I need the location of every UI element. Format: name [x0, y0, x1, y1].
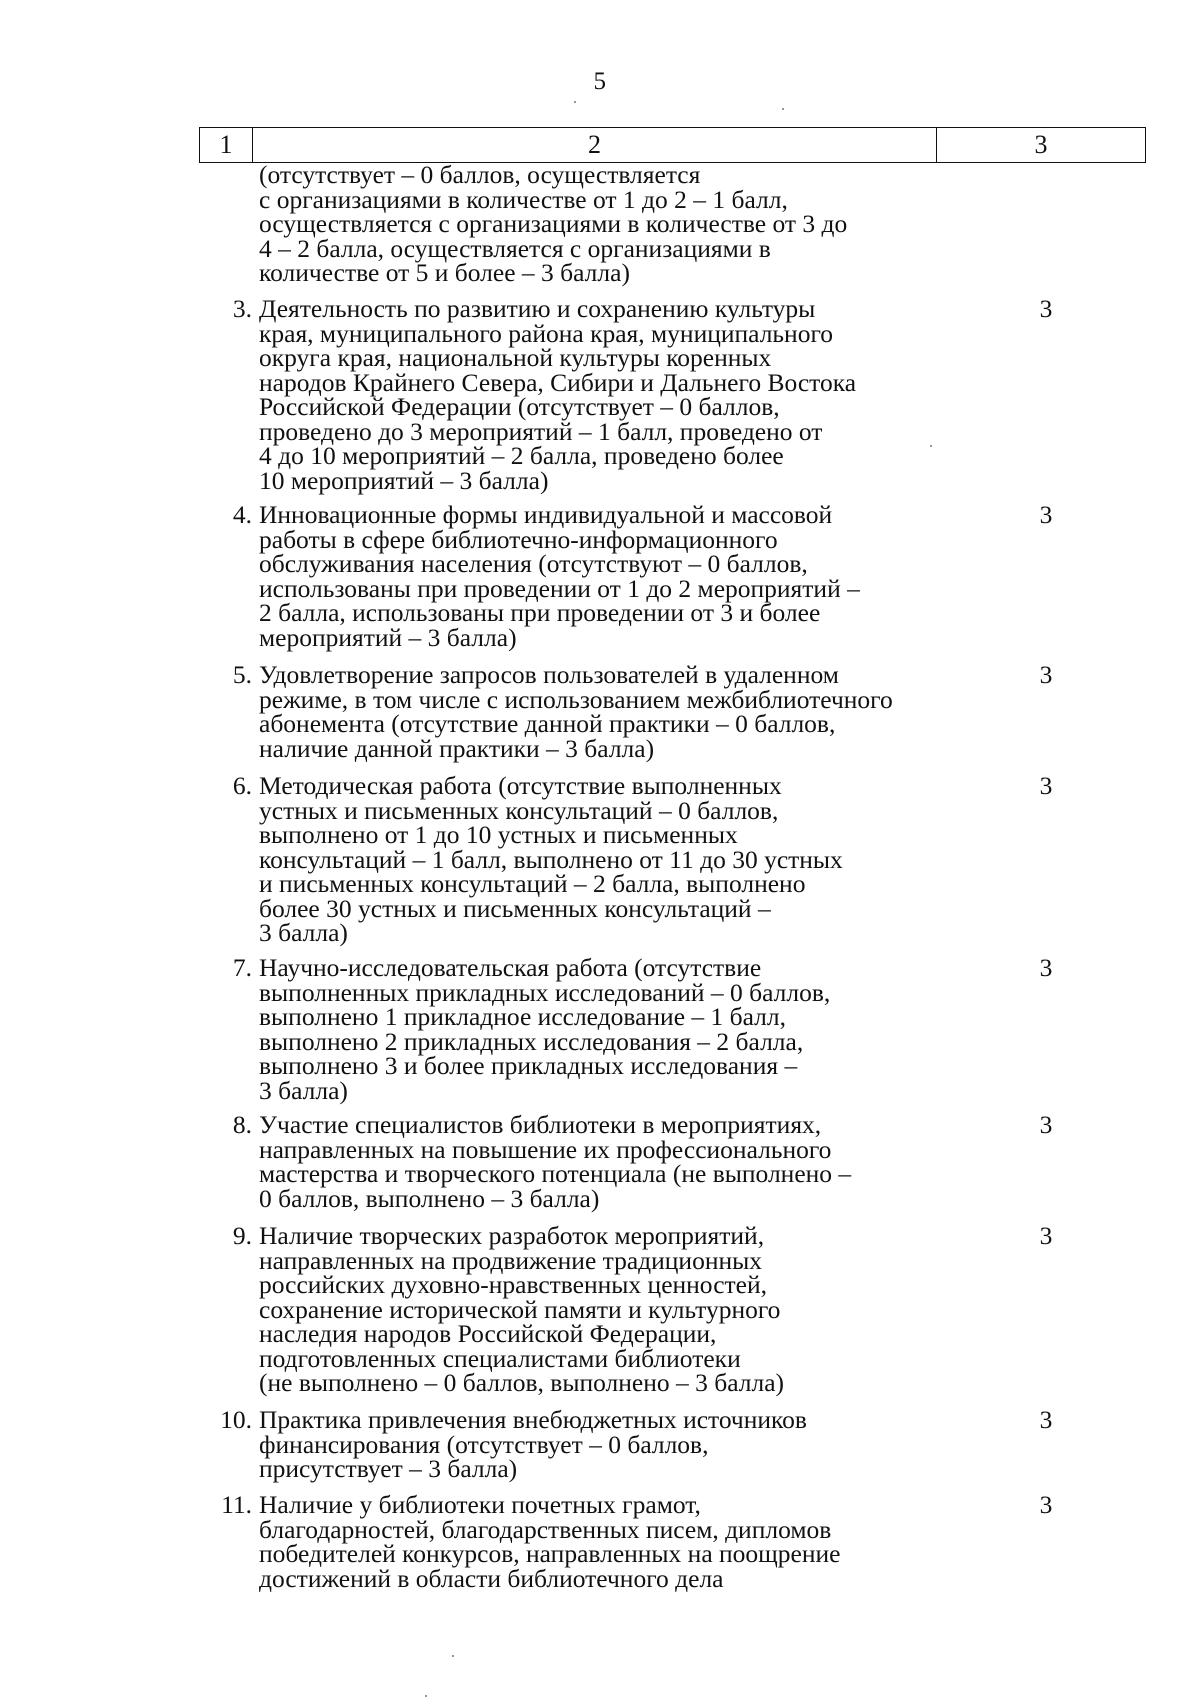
row-score: 3	[1039, 294, 1053, 323]
row-number: 7.	[232, 953, 252, 982]
scan-speck	[425, 1695, 427, 1697]
row-score: 3	[1039, 1110, 1053, 1139]
page-number: 5	[593, 68, 607, 95]
row-text: Деятельность по развитию и сохранению культуры края, муниципального района края, муниципального округа края, национальной культуры коренных народов Крайнего Севера, Сибири и Дальнего Востока Российской Федерации (отсутствует – 0 баллов, проведено до 3 мероприятий – 1 балл, проведено от 4 до 10 мероприятий – 2 балла, проведено более 10 мероприятий – 3 балла)	[259, 294, 857, 495]
row-score: 3	[1039, 500, 1053, 529]
header-cell-criterion: 2	[253, 128, 937, 162]
table-header	[199, 127, 1146, 163]
row-score: 3	[1039, 1221, 1053, 1250]
row-score: 3	[1039, 771, 1053, 800]
row-text: Методическая работа (отсутствие выполненных устных и письменных консультаций – 0 баллов, выполнено от 1 до 10 устных и письменных консультаций – 1 балл, выполнено от 11 до 30 устных и письменных консультаций – 2 балла, выполнено более 30 устных и письменных консультаций – 3 балла)	[259, 771, 843, 947]
row-text: (отсутствует – 0 баллов, осуществляется с организациями в количестве от 1 до 2 – 1 балл, осуществляется с организациями в количестве от 3 до 4 – 2 балла, осуществляется с организациями в количестве от 5 и более – 3 балла)	[259, 160, 848, 287]
row-text: Практика привлечения внебюджетных источников финансирования (отсутствует – 0 баллов, присутствует – 3 балла)	[259, 1405, 807, 1483]
row-text: Научно-исследовательская работа (отсутствие выполненных прикладных исследований – 0 баллов, выполнено 1 прикладное исследование – 1 балл, выполнено 2 прикладных исследования – 2 балла, выполнено 3 и более прикладных исследования – 3 балла)	[259, 953, 831, 1105]
scan-speck	[574, 101, 576, 103]
row-number: 3.	[232, 294, 252, 323]
scan-speck	[782, 108, 784, 110]
row-number: 6.	[232, 771, 252, 800]
row-text: Удовлетворение запросов пользователей в удаленном режиме, в том числе с использованием межбиблиотечного абонемента (отсутствие данной практики – 0 баллов, наличие данной практики – 3 балла)	[259, 660, 893, 763]
header-cell-number: 1	[200, 128, 253, 162]
row-number: 5.	[232, 660, 252, 689]
row-text: Участие специалистов библиотеки в мероприятиях, направленных на повышение их профессионального мастерства и творческого потенциала (не выполнено – 0 баллов, выполнено – 3 балла)	[259, 1110, 852, 1213]
scan-speck	[930, 445, 932, 447]
row-number: 10.	[220, 1405, 252, 1434]
scan-speck	[452, 1655, 454, 1657]
header-cell-score: 3	[1034, 130, 1048, 159]
row-score: 3	[1039, 1490, 1053, 1519]
row-number: 9.	[232, 1221, 252, 1250]
row-text: Наличие творческих разработок мероприятий, направленных на продвижение традиционных российских духовно-нравственных ценностей, сохранение исторической памяти и культурного наследия народов Российской Федерации, подготовленных специалистами библиотеки (не выполнено – 0 баллов, выполнено – 3 балла)	[259, 1221, 785, 1397]
row-text: Инновационные формы индивидуальной и массовой работы в сфере библиотечно-информационного обслуживания населения (отсутствуют – 0 баллов, использованы при проведении от 1 до 2 мероприятий – 2 балла, использованы при проведении от 3 и более мероприятий – 3 балла)	[259, 500, 860, 652]
row-score: 3	[1039, 953, 1053, 982]
row-text: Наличие у библиотеки почетных грамот, благодарностей, благодарственных писем, дипломов победителей конкурсов, направленных на поощрение достижений в области библиотечного дела	[259, 1490, 841, 1593]
row-number: 4.	[232, 500, 252, 529]
row-number: 8.	[232, 1110, 252, 1139]
row-score: 3	[1039, 660, 1053, 689]
row-score: 3	[1039, 1405, 1053, 1434]
row-number: 11.	[221, 1490, 252, 1519]
